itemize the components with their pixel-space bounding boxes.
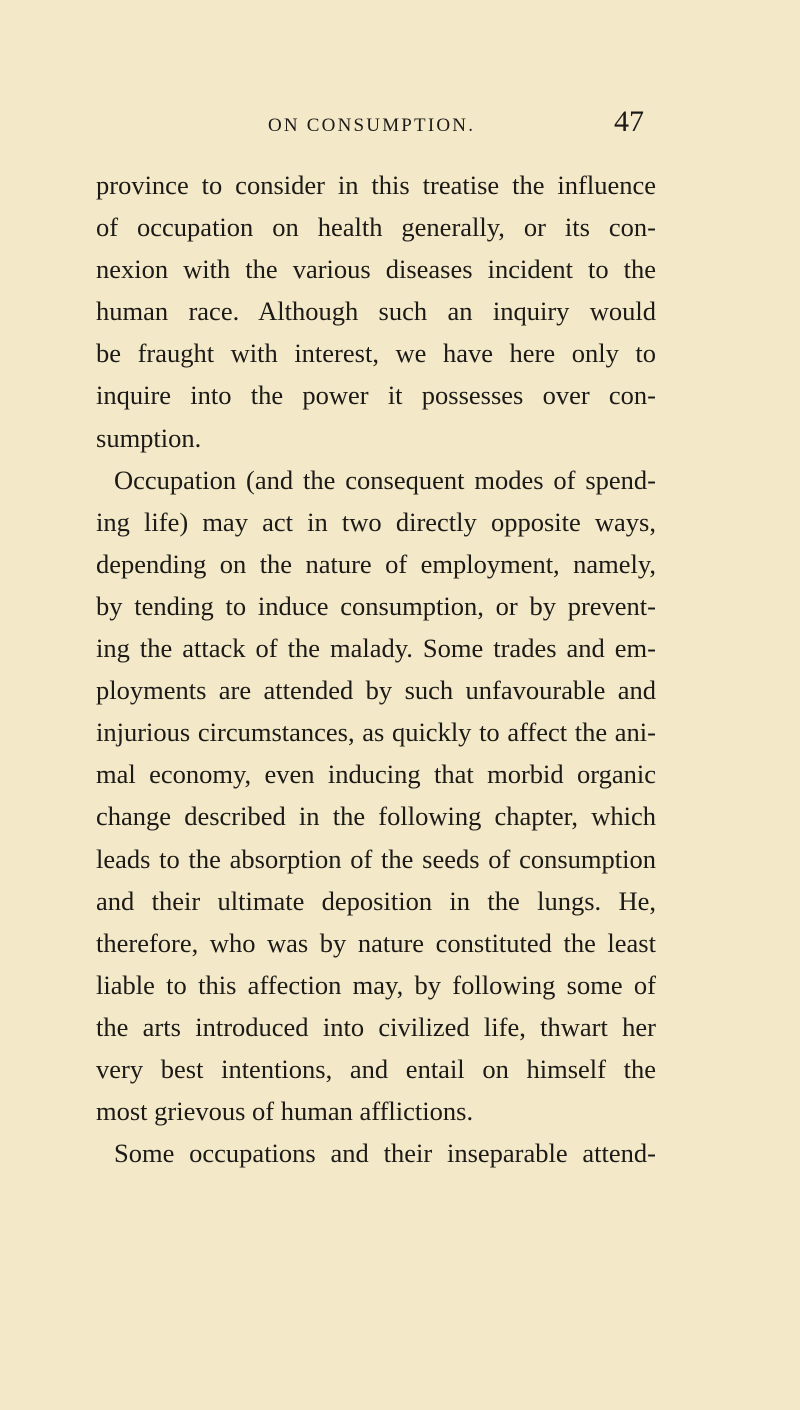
text-line: liable to this affection may, by following some of	[96, 969, 656, 1000]
text-line: ing the attack of the malady. Some trades and em-	[96, 633, 656, 664]
running-title: ON CONSUMPTION.	[268, 115, 476, 136]
text-line: Some occupations and their inseparable attend-	[114, 1138, 656, 1169]
text-line: very best intentions, and entail on himself the	[96, 1053, 656, 1084]
text-line: ing life) may act in two directly opposite ways,	[96, 506, 656, 537]
body-text	[96, 164, 656, 1174]
text-line: depending on the nature of employment, namely,	[96, 548, 656, 579]
text-line: mal economy, even inducing that morbid organic	[96, 759, 656, 790]
text-line: province to consider in this treatise the influence	[96, 170, 656, 200]
text-line: injurious circumstances, as quickly to affect the ani-	[96, 717, 656, 748]
text-line: of occupation on health generally, or its con-	[96, 212, 656, 243]
text-line: Occupation (and the consequent modes of spend-	[114, 464, 656, 495]
text-line: inquire into the power it possesses over con-	[96, 380, 656, 411]
text-line: therefore, who was by nature constituted the least	[96, 927, 656, 958]
text-line: nexion with the various diseases incident to the	[96, 254, 656, 285]
page-number: 47	[614, 105, 644, 138]
text-line: by tending to induce consumption, or by prevent-	[96, 590, 656, 621]
text-line: change described in the following chapter, which	[96, 801, 656, 832]
text-line: most grievous of human afflictions.	[96, 1096, 474, 1127]
text-line: human race. Although such an inquiry would	[96, 296, 656, 327]
text-line: be fraught with interest, we have here only to	[96, 338, 656, 369]
text-line: and their ultimate deposition in the lungs. He,	[96, 885, 656, 916]
text-line: leads to the absorption of the seeds of consumption	[96, 843, 656, 874]
text-line: the arts introduced into civilized life, thwart her	[96, 1011, 656, 1042]
running-head	[0, 104, 800, 144]
text-line: ployments are attended by such unfavourable and	[96, 675, 656, 706]
text-line: sumption.	[96, 422, 202, 453]
